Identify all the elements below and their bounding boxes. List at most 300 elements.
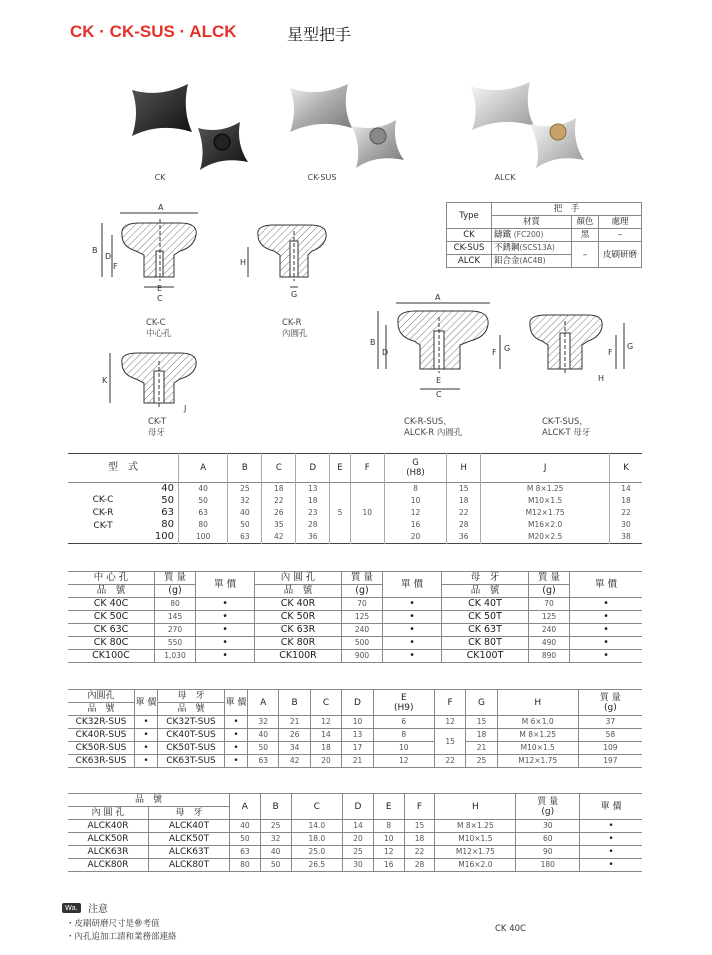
sus-d-cell: 17 [342, 742, 373, 755]
model-header: 型 式 [108, 462, 138, 473]
c-price-cell: • [196, 598, 255, 611]
sus-t-label-f: F [608, 348, 613, 357]
ckr-label-g: G [291, 290, 298, 299]
h-cell: 28 [447, 519, 481, 531]
t-weight-cell: 70 [529, 598, 570, 611]
k-cell: 38 [610, 531, 642, 544]
sus-f-cell: 22 [434, 755, 465, 768]
e-header: E [330, 454, 351, 483]
c-group-header: 中 心 孔 [68, 572, 155, 585]
t-partno-cell: CK 63T [442, 624, 529, 637]
e-cell: 5 [330, 483, 351, 544]
alck-f-cell: 28 [404, 859, 435, 872]
d-cell: 18 [296, 495, 330, 507]
g-cell: 8 [384, 483, 447, 496]
b-cell: 50 [228, 519, 262, 531]
sus-r-partno-cell: CK40R-SUS [68, 729, 135, 742]
ck-photo-caption: CK [154, 173, 166, 182]
c-weight-cell: 1,030 [155, 650, 196, 663]
k-cell: 22 [610, 507, 642, 519]
alck-b-cell: 25 [260, 820, 291, 833]
alck-h-cell: M12×1.75 [435, 846, 516, 859]
alck-group-header: 品 號 [68, 794, 230, 807]
alck-t-cell: ALCK63T [149, 846, 230, 859]
sus-weight-cell: 109 [578, 742, 642, 755]
k-cell: 14 [610, 483, 642, 496]
alck-b-cell: 32 [260, 833, 291, 846]
alck-t-cell: ALCK80T [149, 859, 230, 872]
sus-b-cell: 21 [279, 716, 310, 729]
alck-a-cell: 40 [230, 820, 261, 833]
t-price-cell: • [570, 624, 643, 637]
sus-weight-cell: 197 [578, 755, 642, 768]
sus-f-header: F [434, 690, 465, 716]
j-cell: M 8×1.25 [481, 483, 610, 496]
sus-c-cell: 12 [310, 716, 341, 729]
ckc-label-d: D [105, 252, 112, 261]
alck-c-cell: 18.0 [291, 833, 343, 846]
cksus-photo-caption: CK-SUS [307, 173, 337, 182]
type-cell: ALCK [447, 255, 492, 268]
sus-h-cell: M 8×1.25 [497, 729, 578, 742]
d-cell: 28 [296, 519, 330, 531]
alck-photo-caption: ALCK [494, 173, 516, 182]
alck-r-cell: ALCK50R [68, 833, 149, 846]
ckc-label-a: A [158, 203, 164, 212]
h-header: H [447, 454, 481, 483]
alck-f-cell: 15 [404, 820, 435, 833]
c-unit-header: (g) [155, 585, 196, 598]
t-partno-cell: CK 50T [442, 611, 529, 624]
r-partno-cell: CK100R [255, 650, 342, 663]
material-cell: 鋁合金(AC4B) [492, 255, 572, 268]
r-price-cell: • [383, 650, 442, 663]
sus-r-price-header: 單 價 [135, 690, 158, 716]
ckc-label-e: E [157, 284, 163, 293]
t-partno-header: 品 號 [442, 585, 529, 598]
alck-a-cell: 50 [230, 833, 261, 846]
sus-r-label-c: C [436, 390, 442, 399]
sus-d-cell: 21 [342, 755, 373, 768]
a-cell: 100 [179, 531, 228, 544]
sus-a-cell: 40 [248, 729, 279, 742]
sus-d-header: D [342, 690, 373, 716]
a-cell: 80 [179, 519, 228, 531]
g-cell: 12 [384, 507, 447, 519]
sus-r-label-g: G [504, 344, 511, 353]
sus-b-cell: 34 [279, 742, 310, 755]
c-cell: 18 [262, 483, 296, 496]
alck-weight-cell: 30 [516, 820, 580, 833]
j-header: J [481, 454, 610, 483]
g-cell: 16 [384, 519, 447, 531]
sus-table [68, 689, 642, 768]
sus-d-cell: 13 [342, 729, 373, 742]
j-cell: M10×1.5 [481, 495, 610, 507]
alck-price-cell: • [580, 846, 642, 859]
j-cell: M20×2.5 [481, 531, 610, 544]
size-cell: 40 [161, 483, 174, 494]
c-weight-cell: 550 [155, 637, 196, 650]
sus-b-header: B [279, 690, 310, 716]
c-partno-header: 品 號 [68, 585, 155, 598]
a-cell: 40 [179, 483, 228, 496]
sus-g-cell: 15 [466, 716, 497, 729]
sus-g-header: G [466, 690, 497, 716]
alck-t-cell: ALCK40T [149, 820, 230, 833]
type-cell: CK [447, 229, 492, 242]
ckc-caption: CK-C 中心孔 [146, 318, 172, 339]
b-cell: 32 [228, 495, 262, 507]
ck-t-drawing [110, 353, 196, 407]
t-partno-cell: CK 40T [442, 598, 529, 611]
t-partno-cell: CK 80T [442, 637, 529, 650]
alck-price-cell: • [580, 859, 642, 872]
ckc-label-b: B [92, 246, 98, 255]
ck-r-drawing [248, 225, 326, 287]
sus-f-merged-cell: 15 [434, 729, 465, 755]
sus-r-partno-cell: CK32R-SUS [68, 716, 135, 729]
finish-header: 處理 [599, 216, 642, 229]
sus-f-cell: 12 [434, 716, 465, 729]
alck-h-cell: M16×2.0 [435, 859, 516, 872]
sus-e-cell: 8 [373, 729, 434, 742]
t-weight-header: 質 量 [529, 572, 570, 585]
c-cell: 35 [262, 519, 296, 531]
sus-t-partno-cell: CK32T-SUS [158, 716, 225, 729]
sus-r-caption: CK-R-SUS， ALCK-R 內圓孔 [404, 417, 463, 438]
r-price-cell: • [383, 637, 442, 650]
ckt-label-k: K [102, 376, 108, 385]
size-cell: 100 [154, 531, 174, 542]
alck-f-cell: 22 [404, 846, 435, 859]
sus-weight-cell: 37 [578, 716, 642, 729]
r-price-header: 單 價 [383, 572, 442, 598]
h-cell: 22 [447, 507, 481, 519]
sus-b-cell: 26 [279, 729, 310, 742]
c-cell: 42 [262, 531, 296, 544]
sus-a-cell: 32 [248, 716, 279, 729]
h-cell: 36 [447, 531, 481, 544]
t-weight-cell: 240 [529, 624, 570, 637]
sus-r-partno-cell: CK63R-SUS [68, 755, 135, 768]
sus-r-label-f: F [492, 348, 497, 357]
color-cell: 黑 [572, 229, 599, 242]
g-header: G (H8) [384, 454, 447, 483]
alck-c-header: C [291, 794, 343, 820]
size-cell: 63 [161, 507, 174, 518]
sus-h-cell: M12×1.75 [497, 755, 578, 768]
alck-d-cell: 14 [343, 820, 374, 833]
alck-price-cell: • [580, 833, 642, 846]
sus-g-cell: 18 [466, 729, 497, 742]
alck-b-cell: 50 [260, 859, 291, 872]
g-cell: 10 [384, 495, 447, 507]
c-weight-cell: 270 [155, 624, 196, 637]
t-price-cell: • [570, 637, 643, 650]
sus-e-cell: 10 [373, 742, 434, 755]
sus-weight-cell: 58 [578, 729, 642, 742]
sus-t-price-cell: • [225, 755, 248, 768]
price-table [68, 571, 642, 663]
r-group-header: 內 圓 孔 [255, 572, 342, 585]
sus-c-header: C [310, 690, 341, 716]
sus-e-cell: 12 [373, 755, 434, 768]
ckt-caption: CK-T 母牙 [148, 417, 167, 438]
r-partno-cell: CK 50R [255, 611, 342, 624]
finish-cell: 皮刷研磨 [599, 242, 642, 268]
r-weight-cell: 240 [342, 624, 383, 637]
alck-e-header: E [373, 794, 404, 820]
sus-g-cell: 21 [466, 742, 497, 755]
sus-r-partno-header: 品 號 [68, 703, 135, 716]
sus-g-cell: 25 [466, 755, 497, 768]
c-weight-cell: 80 [155, 598, 196, 611]
sus-t-price-cell: • [225, 729, 248, 742]
c-cell: 26 [262, 507, 296, 519]
sus-c-cell: 14 [310, 729, 341, 742]
h-cell: 15 [447, 483, 481, 496]
r-weight-cell: 900 [342, 650, 383, 663]
sus-r-price-cell: • [135, 716, 158, 729]
b-header: B [228, 454, 262, 483]
ck-t-sus-drawing [530, 315, 624, 373]
alck-r-cell: ALCK80R [68, 859, 149, 872]
ckt-label-j: J [184, 404, 187, 413]
t-weight-cell: 890 [529, 650, 570, 663]
alck-b-cell: 40 [260, 846, 291, 859]
sus-r-label-e: E [436, 376, 442, 385]
t-price-cell: • [570, 611, 643, 624]
type-header: Type [447, 203, 492, 229]
d-cell: 23 [296, 507, 330, 519]
warning-badge: Wa. [62, 903, 81, 913]
h-cell: 18 [447, 495, 481, 507]
c-weight-cell: 145 [155, 611, 196, 624]
f-cell: 10 [350, 483, 384, 544]
alck-h-cell: M10×1.5 [435, 833, 516, 846]
sus-r-partno-cell: CK50R-SUS [68, 742, 135, 755]
dimension-table [68, 453, 642, 544]
alck-t-cell: ALCK50T [149, 833, 230, 846]
t-group-header: 母 牙 [442, 572, 529, 585]
sus-t-price-cell: • [225, 742, 248, 755]
t-price-cell: • [570, 650, 643, 663]
k-cell: 30 [610, 519, 642, 531]
sus-r-price-cell: • [135, 755, 158, 768]
sus-a-cell: 50 [248, 742, 279, 755]
alck-d-cell: 30 [343, 859, 374, 872]
sus-r-label-a: A [435, 293, 441, 302]
color-header: 顏色 [572, 216, 599, 229]
c-price-cell: • [196, 611, 255, 624]
r-weight-cell: 125 [342, 611, 383, 624]
sus-e-header: E (H9) [373, 690, 434, 716]
k-header: K [610, 454, 642, 483]
sus-t-partno-header: 品 號 [158, 703, 225, 716]
t-weight-cell: 490 [529, 637, 570, 650]
alck-e-cell: 16 [373, 859, 404, 872]
sus-d-cell: 10 [342, 716, 373, 729]
sus-t-price-cell: • [225, 716, 248, 729]
sus-r-group-header: 內圓孔 [68, 690, 135, 703]
alck-photo [470, 82, 584, 168]
sus-weight-header: 質 量 (g) [578, 690, 642, 716]
alck-a-header: A [230, 794, 261, 820]
c-price-header: 單 價 [196, 572, 255, 598]
c-partno-cell: CK 80C [68, 637, 155, 650]
k-cell: 18 [610, 495, 642, 507]
alck-price-header: 單 價 [580, 794, 642, 820]
alck-weight-header: 質 量 (g) [516, 794, 580, 820]
c-header: C [262, 454, 296, 483]
finish-cell: – [599, 229, 642, 242]
alck-a-cell: 80 [230, 859, 261, 872]
page-subtitle: 星型把手 [287, 25, 352, 44]
r-weight-header: 質 量 [342, 572, 383, 585]
r-partno-header: 品 號 [255, 585, 342, 598]
sus-t-partno-cell: CK63T-SUS [158, 755, 225, 768]
ckc-label-c: C [157, 294, 163, 303]
t-weight-cell: 125 [529, 611, 570, 624]
d-header: D [296, 454, 330, 483]
t-unit-header: (g) [529, 585, 570, 598]
c-price-cell: • [196, 624, 255, 637]
sus-h-header: H [497, 690, 578, 716]
c-partno-cell: CK 50C [68, 611, 155, 624]
ckr-label-h: H [240, 258, 247, 267]
t-price-cell: • [570, 598, 643, 611]
cksus-photo [290, 84, 404, 168]
alck-c-cell: 14.0 [291, 820, 343, 833]
a-cell: 50 [179, 495, 228, 507]
alck-a-cell: 63 [230, 846, 261, 859]
page-reference: CK 40C [495, 924, 526, 934]
model-list: CK-C CK-R CK-T [92, 494, 114, 531]
handle-group-header: 把 手 [492, 203, 642, 216]
note-item: ・皮刷研磨尺寸是參考值 [66, 919, 160, 929]
alck-f-cell: 18 [404, 833, 435, 846]
material-header: 材質 [492, 216, 572, 229]
sus-r-price-cell: • [135, 742, 158, 755]
sus-c-cell: 18 [310, 742, 341, 755]
alck-h-cell: M 8×1.25 [435, 820, 516, 833]
alck-e-cell: 8 [373, 820, 404, 833]
c-partno-cell: CK100C [68, 650, 155, 663]
type-cell: CK-SUS [447, 242, 492, 255]
alck-c-cell: 25.0 [291, 846, 343, 859]
c-price-cell: • [196, 637, 255, 650]
sus-t-partno-cell: CK50T-SUS [158, 742, 225, 755]
r-partno-cell: CK 63R [255, 624, 342, 637]
c-weight-header: 質 量 [155, 572, 196, 585]
r-partno-cell: CK 40R [255, 598, 342, 611]
sus-b-cell: 42 [279, 755, 310, 768]
alck-e-cell: 10 [373, 833, 404, 846]
sus-t-partno-cell: CK40T-SUS [158, 729, 225, 742]
f-header: F [350, 454, 384, 483]
color-cell: – [572, 242, 599, 268]
page-title: CK · CK-SUS · ALCK [70, 22, 237, 41]
sus-c-cell: 20 [310, 755, 341, 768]
j-cell: M16×2.0 [481, 519, 610, 531]
r-price-cell: • [383, 624, 442, 637]
sus-a-cell: 63 [248, 755, 279, 768]
r-weight-cell: 70 [342, 598, 383, 611]
sus-h-cell: M 6×1.0 [497, 716, 578, 729]
alck-e-cell: 12 [373, 846, 404, 859]
alck-table [68, 793, 642, 872]
d-cell: 36 [296, 531, 330, 544]
alck-r-header: 內 圓 孔 [68, 807, 149, 820]
b-cell: 25 [228, 483, 262, 496]
alck-b-header: B [260, 794, 291, 820]
ck-photo [132, 84, 248, 170]
sus-a-header: A [248, 690, 279, 716]
r-price-cell: • [383, 598, 442, 611]
alck-c-cell: 26.5 [291, 859, 343, 872]
technical-drawings [80, 195, 660, 425]
a-header: A [179, 454, 228, 483]
a-cell: 63 [179, 507, 228, 519]
alck-weight-cell: 60 [516, 833, 580, 846]
sus-r-price-cell: • [135, 729, 158, 742]
alck-weight-cell: 180 [516, 859, 580, 872]
sus-t-group-header: 母 牙 [158, 690, 225, 703]
c-cell: 22 [262, 495, 296, 507]
alck-d-cell: 20 [343, 833, 374, 846]
alck-d-cell: 25 [343, 846, 374, 859]
c-partno-cell: CK 63C [68, 624, 155, 637]
alck-r-cell: ALCK63R [68, 846, 149, 859]
ck-c-drawing [102, 213, 198, 287]
b-cell: 63 [228, 531, 262, 544]
size-cell: 50 [161, 495, 174, 506]
t-price-header: 單 價 [570, 572, 643, 598]
sus-t-price-header: 單 價 [225, 690, 248, 716]
sus-h-cell: M10×1.5 [497, 742, 578, 755]
r-price-cell: • [383, 611, 442, 624]
ckr-caption: CK-R 內圓孔 [282, 318, 308, 339]
alck-price-cell: • [580, 820, 642, 833]
r-weight-cell: 500 [342, 637, 383, 650]
size-cell: 80 [161, 519, 174, 530]
g-cell: 20 [384, 531, 447, 544]
ckc-label-f: F [113, 262, 118, 271]
alck-t-header: 母 牙 [149, 807, 230, 820]
c-partno-cell: CK 40C [68, 598, 155, 611]
material-cell: 不銹鋼(SCS13A) [492, 242, 572, 255]
sus-r-label-d: D [382, 348, 389, 357]
alck-r-cell: ALCK40R [68, 820, 149, 833]
r-unit-header: (g) [342, 585, 383, 598]
sus-e-cell: 6 [373, 716, 434, 729]
note-item: ・內孔追加工請和業務部連絡 [66, 932, 177, 942]
material-cell: 鑄鐵 (FC200) [492, 229, 572, 242]
sus-t-label-h: H [598, 374, 605, 383]
b-cell: 40 [228, 507, 262, 519]
j-cell: M12×1.75 [481, 507, 610, 519]
alck-h-header: H [435, 794, 516, 820]
product-photos [100, 70, 660, 190]
sus-t-caption: CK-T-SUS， ALCK-T 母牙 [542, 417, 591, 438]
alck-d-header: D [343, 794, 374, 820]
sus-r-label-b: B [370, 338, 376, 347]
alck-f-header: F [404, 794, 435, 820]
alck-weight-cell: 90 [516, 846, 580, 859]
r-partno-cell: CK 80R [255, 637, 342, 650]
c-price-cell: • [196, 650, 255, 663]
